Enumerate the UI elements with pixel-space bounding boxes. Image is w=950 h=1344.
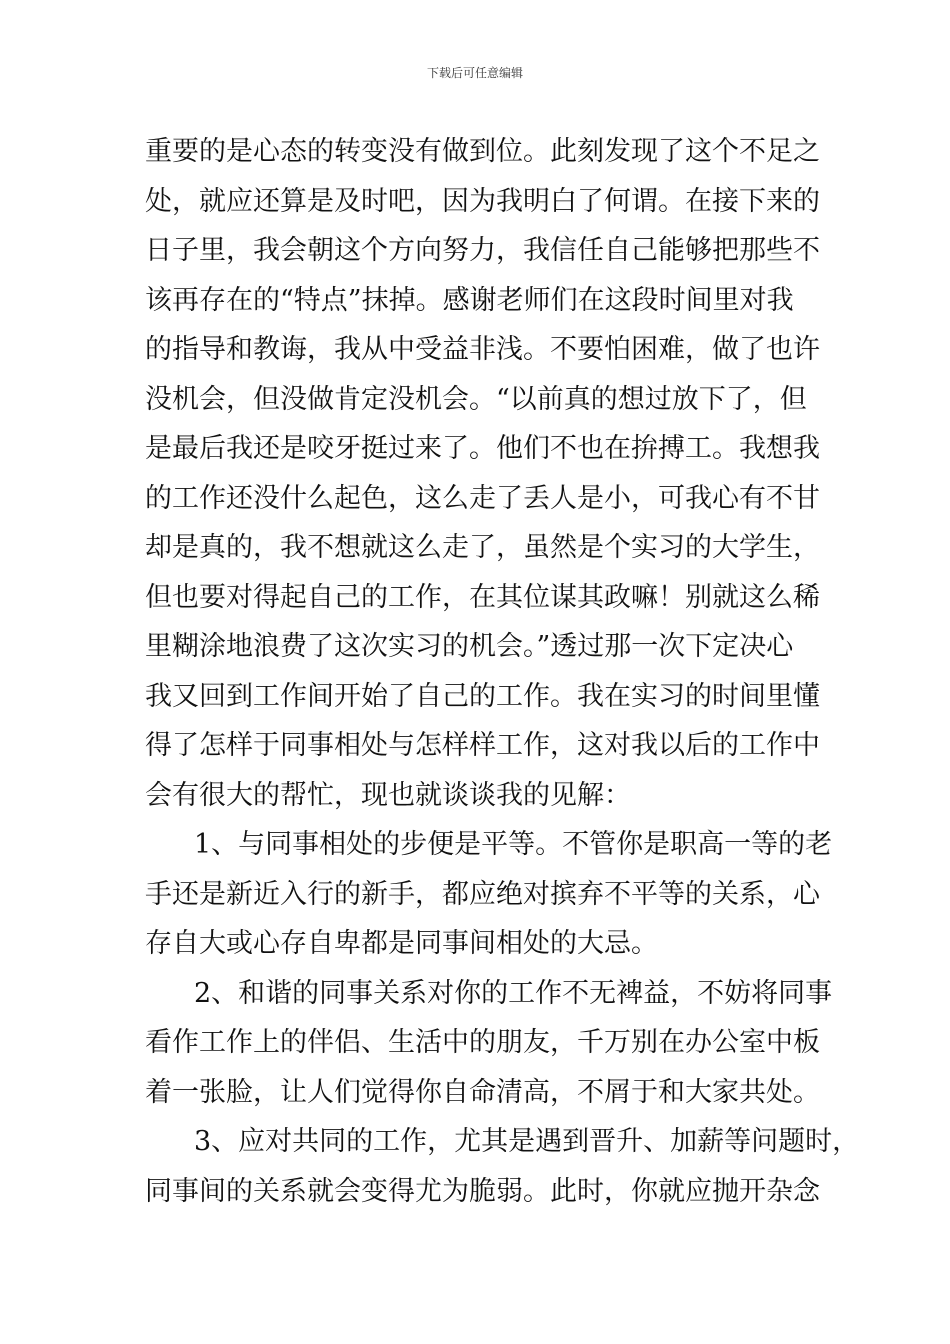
text-line: 着一张脸，让人们觉得你自命清高，不屑于和大家共处。 <box>145 1076 820 1108</box>
text-line: 却是真的，我不想就这么走了，虽然是个实习的大学生， <box>145 532 820 563</box>
text-line: 的指导和教诲，我从中受益非浅。不要怕困难，做了也许 <box>145 334 820 365</box>
list-item-3-start: 3、应对共同的工作，尤其是遇到晋升、加薪等问题时， <box>194 1126 860 1157</box>
page-header-note: 下载后可任意编辑 <box>426 66 523 80</box>
text-line: 看作工作上的伴侣、生活中的朋友，千万别在办公室中板 <box>145 1027 820 1058</box>
text-line: 该再存在的“特点”抹掉。感谢老师们在这段时间里对我 <box>145 284 794 316</box>
text-line: 是最后我还是咬牙挺过来了。他们不也在拚搏工。我想我 <box>145 433 820 464</box>
list-item-1-start: 1、与同事相处的步便是平等。不管你是职高一等的老 <box>194 829 833 860</box>
text-line: 里糊涂地浪费了这次实习的机会。”透过那一次下定决心 <box>145 631 794 662</box>
document-body <box>145 127 860 1216</box>
text-line: 我又回到工作间开始了自己的工作。我在实习的时间里懂 <box>145 680 820 712</box>
text-line: 没机会，但没做肯定没机会。“以前真的想过放下了，但 <box>145 383 807 415</box>
text-line: 日子里，我会朝这个方向努力，我信任自己能够把那些不 <box>145 235 820 266</box>
text-line: 手还是新近入行的新手，都应绝对摈弃不平等的关系，心 <box>145 878 820 910</box>
text-line: 的工作还没什么起色，这么走了丢人是小，可我心有不甘 <box>145 482 820 514</box>
text-line: 但也要对得起自己的工作，在其位谋其政嘛！别就这么稀 <box>145 581 820 613</box>
text-line: 同事间的关系就会变得尤为脆弱。此时，你就应抛开杂念 <box>145 1175 820 1207</box>
text-line: 得了怎样于同事相处与怎样样工作，这对我以后的工作中 <box>145 730 820 761</box>
list-item-2-start: 2、和谐的同事关系对你的工作不无裨益，不妨将同事 <box>194 977 833 1009</box>
text-line: 处，就应还算是及时吧，因为我明白了何谓。在接下来的 <box>145 185 820 217</box>
text-line: 会有很大的帮忙，现也就谈谈我的见解： <box>145 779 631 811</box>
text-line: 存自大或心存自卑都是同事间相处的大忌。 <box>145 928 658 959</box>
text-line: 重要的是心态的转变没有做到位。此刻发现了这个不足之 <box>145 136 820 167</box>
